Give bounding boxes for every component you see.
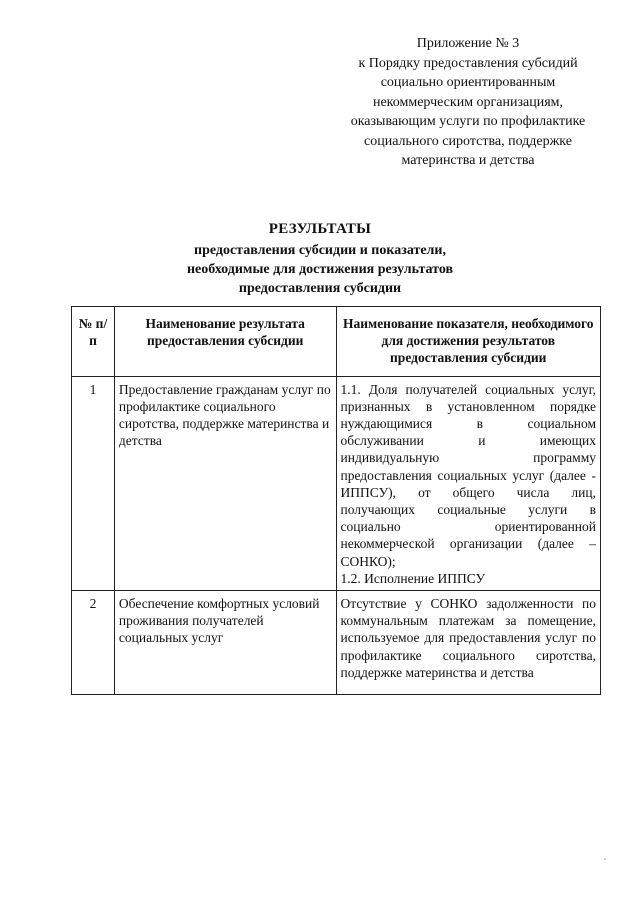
indicator-cell bbox=[336, 591, 600, 695]
indicator-cell bbox=[336, 376, 600, 590]
appendix-line: оказывающим услуги по профилактике bbox=[350, 114, 586, 129]
appendix-line: к Порядку предоставления субсидий bbox=[358, 55, 578, 71]
document-subtitle-line: необходимые для достижения результатов bbox=[186, 262, 454, 277]
document-title: РЕЗУЛЬТАТЫ bbox=[268, 221, 372, 237]
indicator-item: 1.2. Исполнение ИППСУ bbox=[340, 570, 486, 586]
document-title-block bbox=[0, 220, 640, 298]
indicator-item: 1.1. Доля получателей социальных услуг, признанных в установленном порядке нуждающимися в социальном обслуживании и имеющих индивидуальную программу предоставления социальных услуг (далее - ИППСУ), от общего числа лиц, получающих социальные услуги в социально ориентированной некоммерческой организации (далее – СОНКО); bbox=[340, 381, 596, 569]
document-subtitle-line: предоставления субсидии bbox=[238, 281, 402, 296]
appendix-line: социального сиротства, поддержке bbox=[364, 133, 572, 149]
table-row bbox=[72, 591, 601, 695]
table-row bbox=[72, 376, 601, 590]
document-subtitle-line: предоставления субсидии и показатели, bbox=[194, 243, 446, 258]
appendix-line: Приложение № 3 bbox=[416, 36, 520, 51]
row-number: 1 bbox=[72, 376, 115, 590]
result-name: Предоставление гражданам услуг по профилактике социального сиротства, поддержке материнства и детства bbox=[114, 376, 336, 590]
header-result-name: Наименование результата предоставления субсидии bbox=[114, 307, 336, 377]
table-header-row bbox=[72, 307, 601, 377]
appendix-line: социально ориентированным bbox=[380, 75, 556, 90]
indicator-item: Отсутствие у СОНКО задолженности по коммунальным платежам за помещение, используемое для предоставления услуг по профилактике социального сиротства, поддержке материнства и детства bbox=[340, 596, 596, 680]
appendix-header bbox=[318, 34, 618, 171]
header-indicator-name: Наименование показателя, необходимого для достижения результатов предоставления субсидии bbox=[336, 307, 600, 377]
appendix-line: некоммерческим организациям, bbox=[372, 94, 564, 110]
appendix-line: материнства и детства bbox=[401, 153, 535, 168]
result-name: Обеспечение комфортных условий проживания получателей социальных услуг bbox=[114, 591, 336, 695]
results-table bbox=[71, 306, 601, 695]
scan-speck bbox=[604, 858, 606, 860]
header-num: № п/п bbox=[72, 307, 115, 377]
row-number: 2 bbox=[72, 591, 115, 695]
